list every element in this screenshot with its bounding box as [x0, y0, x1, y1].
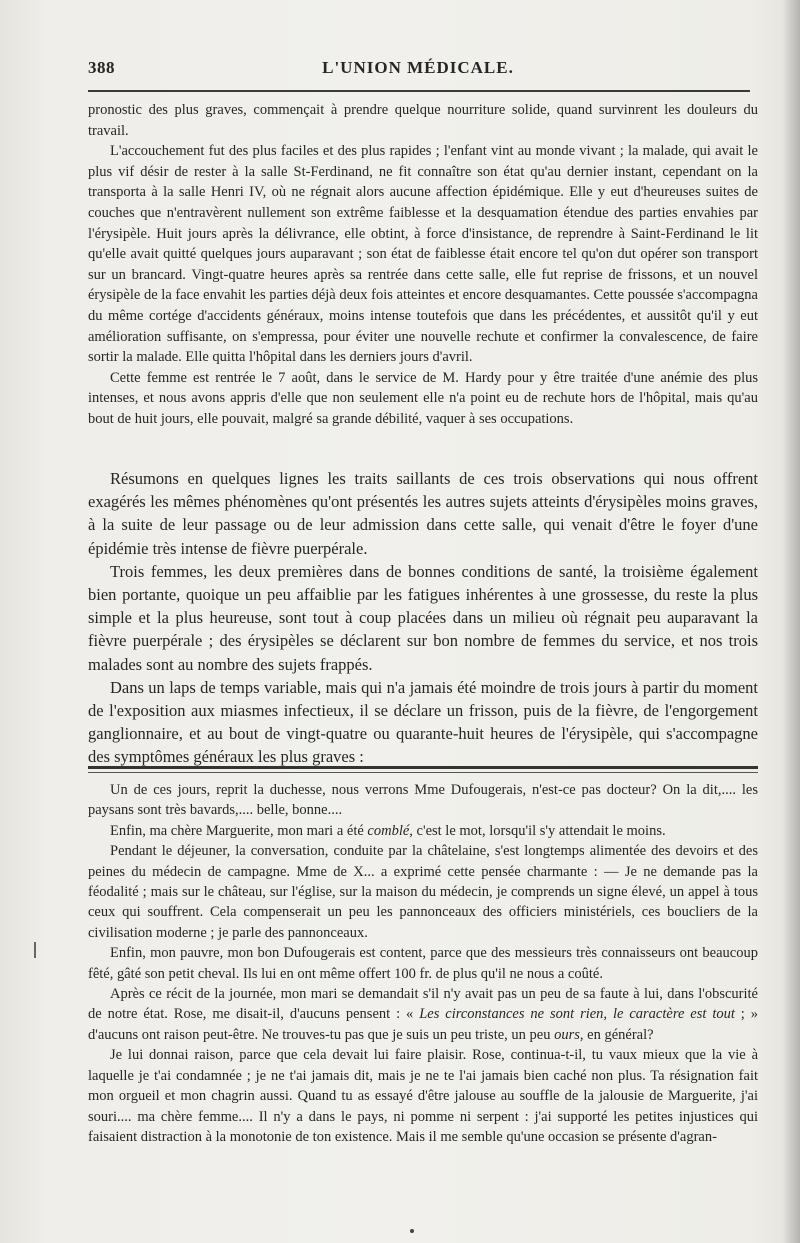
emphasis: ours: [554, 1026, 580, 1043]
summary-section: [88, 467, 758, 769]
feuilleton-separator-rule: [88, 766, 758, 769]
paragraph: Cette femme est rentrée le 7 août, dans le service de M. Hardy pour y être traitée d'une anémie des plus intenses, et nous avons appris d'elle que non seulement elle n'a point eu de rechute hors de l'hôpital, mais qu'au bout de huit jours, elle pouvait, malgré sa grande débilité, vaquer à ses occupations.: [88, 369, 758, 427]
running-title: L'UNION MÉDICALE.: [322, 58, 514, 77]
emphasis: comblé: [367, 822, 410, 839]
page-number: 388: [88, 58, 115, 77]
emphasis: Les circonstances ne sont rien, le caractère est tout: [419, 1006, 735, 1023]
paragraph: [88, 821, 758, 841]
page-edge-shadow: [782, 0, 800, 1243]
page-header: [88, 58, 748, 86]
paragraph: Pendant le déjeuner, la conversation, conduite par la châtelaine, s'est longtemps alimentée des devoirs et des peines du médecin de campagne. Mme de X... a exprimé cette pensée charmante : — Je ne demande pas la féodalité ; mais sur le château, sur l'église, sur la maison du médecin, je comprends un signe élevé, un appel à tous ceux qui souffrent. Cela compenserait un peu les pannonceaux des officiers ministériels, ces boucliers de la civilisation moderne ; je parle des pannonceaux.: [88, 843, 758, 941]
observation-continuation: [88, 100, 758, 430]
text-run: Après ce récit de la journée, mon mari se demandait s'il n'y avait pas un peu de sa faute à lui, dans l'obscurité de notre état. Rose, me disait-il, d'aucuns pensent : «: [88, 986, 758, 1023]
paragraph: pronostic des plus graves, commençait à prendre quelque nourriture solide, quand survinrent les douleurs du travail.: [88, 102, 758, 139]
paragraph: Un de ces jours, reprit la duchesse, nous verrons Mme Dufougerais, n'est-ce pas docteur? On la dit,.... les paysans sont très bavards,.... belle, bonne....: [88, 782, 758, 819]
feuilleton-separator-rule-thin: [88, 772, 758, 773]
header-rule: [88, 90, 750, 92]
paragraph: Résumons en quelques lignes les traits saillants de ces trois observations qui nous offrent exagérés les mêmes phénomènes qu'ont présentés les autres sujets atteints d'érysipèles moins graves, à la suite de leur passage ou de leur admission dans cette salle, qui venait d'être le foyer d'une épidémie très intense de fièvre puerpérale.: [88, 469, 758, 558]
paragraph: Enfin, mon pauvre, mon bon Dufougerais est content, parce que des messieurs très connaisseurs ont beaucoup fêté, gâté son petit cheval. Ils lui en ont même offert 100 fr. de plus qu'il ne nous a coûté.: [88, 945, 758, 982]
paragraph: [88, 984, 758, 1045]
paragraph: Je lui donnai raison, parce que cela devait lui faire plaisir. Rose, continua-t-il, tu vaux mieux que la vie à laquelle je t'ai condamnée ; je ne t'ai jamais dit, mais je ne te l'ai jamais bien caché non plus. Ta résignation fait mon orgueil et mon chagrin aussi. Quand tu as essayé d'être jalouse au souffle de la jalousie de Marguerite, j'ai souri.... ma chère femme.... Il n'y a dans le pays, ni pomme ni serpent : j'ai supporté les petites injustices qui faisaient distraction à la monotonie de ton existence. Mais il me semble qu'une occasion se présente d'agran-: [88, 1047, 758, 1145]
text-run: , en général?: [579, 1026, 654, 1043]
paragraph: Trois femmes, les deux premières dans de bonnes conditions de santé, la troisième également bien portante, quoique un peu affaiblie par les fatigues inhérentes à une grossesse, du reste la plus simple et la plus heureuse, sont tout à coup placées dans un milieu où régnait peu auparavant la fièvre puerpérale ; des érysipèles se déclarent sur bon nombre de femmes du service, et nos trois malades sont au nombre des sujets frappés.: [88, 561, 758, 674]
text-run: , c'est le mot, lorsqu'il s'y attendait le moins.: [409, 822, 666, 839]
margin-mark: [34, 942, 36, 958]
paragraph: Dans un laps de temps variable, mais qui n'a jamais été moindre de trois jours à partir du moment de l'exposition aux miasmes infectieux, il se déclare un frisson, puis de la fièvre, de l'engorgement ganglionnaire, et au bout de vingt-quatre ou quarante-huit heures de l'érysipèle, qui s'accompagne des symptômes généraux les plus graves :: [88, 677, 758, 767]
text-run: Enfin, ma chère Marguerite, mon mari a été: [110, 822, 368, 839]
paragraph: L'accouchement fut des plus faciles et des plus rapides ; l'enfant vint au monde vivant ; la malade, qui avait le plus vif désir de rester à la salle St-Ferdinand, ne fit connaître son état qu'au dernier instant, cependant on la transporta à la salle Henri IV, où ne régnait alors aucune affection épidémique. Elle y eut d'heureuses suites de couches que n'entravèrent nullement son extrême faiblesse et la desquamation étendue des parties envahies par l'érysipèle. Huit jours après la délivrance, elle obtint, à force d'insistance, de reprendre à Saint-Ferdinand le lit qu'elle avait quitté quelques jours auparavant ; son état de faiblesse était encore tel qu'on dut opérer son transport sur un brancard. Vingt-quatre heures après sa rentrée dans cette salle, elle fut reprise de frissons, et un nouvel érysipèle de la face envahit les parties déjà deux fois atteintes et encore desquamantes. Cette poussée s'accompagna du même cortége d'accidents généraux, moins intense toutefois que dans les précédentes, et aussitôt qu'il y eut amélioration suffisante, on s'empressa, pour éviter une nouvelle rechute et confirmer la convalescence, de faire sortir la malade. Elle quitta l'hôpital dans les derniers jours d'avril.: [88, 143, 758, 366]
feuilleton-section: [88, 780, 758, 1147]
text-run: ; » d'aucuns ont raison peut-être. Ne trouves-tu pas que je suis un peu triste, un peu: [88, 1006, 759, 1043]
bottom-dot: [410, 1229, 414, 1233]
